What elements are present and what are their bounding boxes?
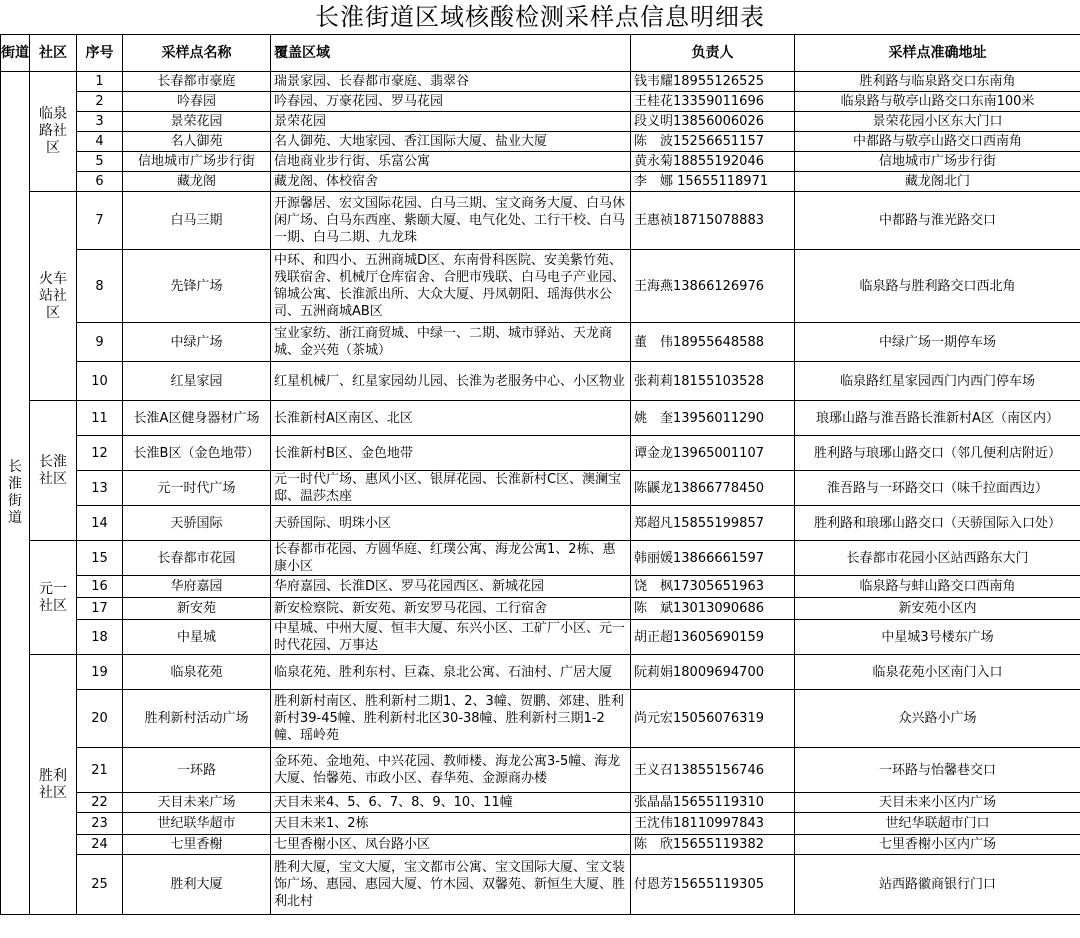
site-name: 新安苑: [123, 598, 271, 620]
responsible-person: 郑超凡15855199857: [631, 506, 795, 541]
table-row: [1, 506, 1080, 541]
row-number: 6: [77, 172, 123, 192]
site-address: 站西路徽商银行门口: [795, 855, 1080, 915]
coverage-area: 长淮新村B区、金色地带: [271, 436, 631, 471]
table-row: [1, 112, 1080, 132]
coverage-area: 华府嘉园、长淮D区、罗马花园西区、新城花园: [271, 576, 631, 598]
coverage-area: 名人御苑、大地家园、香江国际大厦、盐业大厦: [271, 132, 631, 152]
row-number: 23: [77, 813, 123, 835]
site-address: 新安苑小区内: [795, 598, 1080, 620]
coverage-area: 开源馨居、宏文国际花园、白马三期、宝文商务大厦、白马休闲广场、白马东西座、紫颐大厦、电气化处、工行干校、白马一期、白马二期、九龙珠: [271, 192, 631, 250]
responsible-person: 阮莉娟18009694700: [631, 655, 795, 690]
row-number: 9: [77, 323, 123, 362]
community-cell: [30, 192, 77, 401]
responsible-person: 韩丽媛13866661597: [631, 541, 795, 576]
responsible-person: 王沈伟18110997843: [631, 813, 795, 835]
coverage-area: 七里香榭小区、凤台路小区: [271, 835, 631, 855]
table-body: [1, 72, 1080, 915]
row-number: 2: [77, 92, 123, 112]
table-row: [1, 92, 1080, 112]
row-number: 7: [77, 192, 123, 250]
table-row: [1, 152, 1080, 172]
site-name: 七里香榭: [123, 835, 271, 855]
responsible-person: 王海燕13866126976: [631, 250, 795, 323]
site-address: 临泉路红星家园西门内西门停车场: [795, 362, 1080, 401]
site-name: 名人御苑: [123, 132, 271, 152]
street-name: 长淮街道: [8, 459, 22, 526]
row-number: 25: [77, 855, 123, 915]
responsible-person: 黄永菊18855192046: [631, 152, 795, 172]
coverage-area: 藏龙阁、体校宿舍: [271, 172, 631, 192]
site-name: 天骄国际: [123, 506, 271, 541]
site-name: 景荣花园: [123, 112, 271, 132]
header-no: 序号: [77, 35, 123, 72]
table-row: [1, 576, 1080, 598]
site-name: 一环路: [123, 748, 271, 793]
coverage-area: 长春都市花园、方圆华庭、红璞公寓、海龙公寓1、2栋、惠康小区: [271, 541, 631, 576]
site-address: 一环路与怡馨巷交口: [795, 748, 1080, 793]
community-name: 长淮社区: [39, 453, 67, 487]
table-row: [1, 323, 1080, 362]
responsible-person: 张莉莉18155103528: [631, 362, 795, 401]
site-address: 淮吾路与一环路交口（味千拉面西边）: [795, 471, 1080, 506]
site-address: 天目未来小区内广场: [795, 793, 1080, 813]
header-community: 社区: [30, 35, 77, 72]
table-row: [1, 192, 1080, 250]
site-name: 元一时代广场: [123, 471, 271, 506]
site-name: 先锋广场: [123, 250, 271, 323]
site-address: 临泉路与胜利路交口西北角: [795, 250, 1080, 323]
table-row: [1, 620, 1080, 655]
responsible-person: 王惠祯18715078883: [631, 192, 795, 250]
table-row: [1, 855, 1080, 915]
site-address: 琅琊山路与淮吾路长淮新村A区（南区内）: [795, 401, 1080, 436]
responsible-person: 饶 枫17305651963: [631, 576, 795, 598]
coverage-area: 新安检察院、新安苑、新安罗马花园、工行宿舍: [271, 598, 631, 620]
site-address: 众兴路小广场: [795, 690, 1080, 748]
table-row: [1, 598, 1080, 620]
row-number: 21: [77, 748, 123, 793]
site-name: 胜利大厦: [123, 855, 271, 915]
coverage-area: 天骄国际、明珠小区: [271, 506, 631, 541]
site-name: 中绿广场: [123, 323, 271, 362]
row-number: 15: [77, 541, 123, 576]
table-row: [1, 362, 1080, 401]
site-address: 临泉路与蚌山路交口西南角: [795, 576, 1080, 598]
header-person: 负责人: [631, 35, 795, 72]
site-name: 世纪联华超市: [123, 813, 271, 835]
site-name: 长春都市花园: [123, 541, 271, 576]
table-row: [1, 748, 1080, 793]
row-number: 24: [77, 835, 123, 855]
responsible-person: 段义明13856006026: [631, 112, 795, 132]
site-name: 天目未来广场: [123, 793, 271, 813]
table-row: [1, 813, 1080, 835]
sampling-site-table: [0, 34, 1080, 915]
table-row: [1, 541, 1080, 576]
site-name: 长春都市豪庭: [123, 72, 271, 92]
responsible-person: 姚 奎13956011290: [631, 401, 795, 436]
row-number: 4: [77, 132, 123, 152]
responsible-person: 陈 波15256651157: [631, 132, 795, 152]
coverage-area: 信地商业步行街、乐富公寓: [271, 152, 631, 172]
site-name: 藏龙阁: [123, 172, 271, 192]
site-name: 华府嘉园: [123, 576, 271, 598]
community-name: 火车站社区: [39, 270, 67, 321]
responsible-person: 陈 斌13013090686: [631, 598, 795, 620]
site-address: 世纪华联超市门口: [795, 813, 1080, 835]
street-cell: [1, 72, 30, 915]
site-address: 临泉花苑小区南门入口: [795, 655, 1080, 690]
coverage-area: 瑞景家园、长春都市豪庭、翡翠谷: [271, 72, 631, 92]
coverage-area: 胜利大厦，宝文大厦，宝文都市公寓、宝文国际大厦、宝文装饰广场、惠园、惠园大厦、竹木园、双馨苑、新恒生大厦、胜利北村: [271, 855, 631, 915]
table-row: [1, 132, 1080, 152]
site-address: 七里香榭小区内广场: [795, 835, 1080, 855]
header-street: 街道: [1, 35, 30, 72]
community-cell: [30, 401, 77, 541]
table-row: [1, 436, 1080, 471]
responsible-person: 钱韦耀18955126525: [631, 72, 795, 92]
responsible-person: 付恩芳15655119305: [631, 855, 795, 915]
site-name: 吟春园: [123, 92, 271, 112]
community-name: 元一社区: [39, 580, 67, 614]
community-name: 胜利社区: [39, 767, 67, 801]
row-number: 8: [77, 250, 123, 323]
coverage-area: 中星城、中州大厦、恒丰大厦、东兴小区、工矿厂小区、元一时代花园、万事达: [271, 620, 631, 655]
site-name: 红星家园: [123, 362, 271, 401]
site-address: 信地城市广场步行街: [795, 152, 1080, 172]
coverage-area: 元一时代广场、惠风小区、银屏花园、长淮新村C区、澳澜宝邸、温莎杰座: [271, 471, 631, 506]
site-name: 临泉花苑: [123, 655, 271, 690]
site-address: 胜利路和琅琊山路交口（天骄国际入口处）: [795, 506, 1080, 541]
coverage-area: 红星机械厂、红星家园幼儿园、长淮为老服务中心、小区物业: [271, 362, 631, 401]
header-address: 采样点准确地址: [795, 35, 1080, 72]
responsible-person: 谭金龙13965001107: [631, 436, 795, 471]
row-number: 18: [77, 620, 123, 655]
row-number: 3: [77, 112, 123, 132]
header-site: 采样点名称: [123, 35, 271, 72]
coverage-area: 临泉花苑、胜利东村、巨森、泉北公寓、石油村、广居大厦: [271, 655, 631, 690]
site-address: 中都路与敬亭山路交口西南角: [795, 132, 1080, 152]
table-row: [1, 72, 1080, 92]
community-cell: [30, 72, 77, 192]
site-address: 胜利路与琅琊山路交口（邻几便利店附近）: [795, 436, 1080, 471]
coverage-area: 金环苑、金地苑、中兴花园、教师楼、海龙公寓3-5幢、海龙大厦、怡馨苑、市政小区、春华苑、金源商办楼: [271, 748, 631, 793]
site-name: 长淮A区健身器材广场: [123, 401, 271, 436]
responsible-person: 董 伟18955648588: [631, 323, 795, 362]
row-number: 17: [77, 598, 123, 620]
row-number: 12: [77, 436, 123, 471]
row-number: 14: [77, 506, 123, 541]
coverage-area: 天目未来1、2栋: [271, 813, 631, 835]
community-name: 临泉路社区: [39, 106, 67, 156]
coverage-area: 景荣花园: [271, 112, 631, 132]
table-row: [1, 471, 1080, 506]
site-name: 信地城市广场步行街: [123, 152, 271, 172]
row-number: 13: [77, 471, 123, 506]
community-cell: [30, 541, 77, 655]
responsible-person: 尚元宏15056076319: [631, 690, 795, 748]
row-number: 5: [77, 152, 123, 172]
table-row: [1, 172, 1080, 192]
site-name: 胜利新村活动广场: [123, 690, 271, 748]
coverage-area: 长淮新村A区南区、北区: [271, 401, 631, 436]
row-number: 19: [77, 655, 123, 690]
coverage-area: 天目未来4、5、6、7、8、9、10、11幢: [271, 793, 631, 813]
table-row: [1, 835, 1080, 855]
row-number: 16: [77, 576, 123, 598]
row-number: 10: [77, 362, 123, 401]
coverage-area: 中环、和四小、五洲商城D区、东南骨科医院、安美紫竹苑、残联宿舍、机械厅仓库宿舍、合肥市残联、白马电子产业园、锦城公寓、长淮派出所、大众大厦、丹凤朝阳、瑶海供水公司、五洲商城AB区: [271, 250, 631, 323]
site-address: 临泉路与敬亭山路交口东南100米: [795, 92, 1080, 112]
site-address: 景荣花园小区东大门口: [795, 112, 1080, 132]
responsible-person: 王桂花13359011696: [631, 92, 795, 112]
header-row: [1, 35, 1080, 72]
site-address: 中都路与淮光路交口: [795, 192, 1080, 250]
table-row: [1, 401, 1080, 436]
site-address: 中绿广场一期停车场: [795, 323, 1080, 362]
site-address: 胜利路与临泉路交口东南角: [795, 72, 1080, 92]
page-title: 长淮街道区域核酸检测采样点信息明细表: [315, 3, 765, 31]
site-name: 白马三期: [123, 192, 271, 250]
site-address: 中星城3号楼东广场: [795, 620, 1080, 655]
community-cell: [30, 655, 77, 915]
header-coverage: 覆盖区域: [271, 35, 631, 72]
responsible-person: 王义召13855156746: [631, 748, 795, 793]
responsible-person: 李 娜 15655118971: [631, 172, 795, 192]
responsible-person: 张晶晶15655119310: [631, 793, 795, 813]
table-row: [1, 250, 1080, 323]
responsible-person: 陈 欣15655119382: [631, 835, 795, 855]
responsible-person: 陈鼷龙13866778450: [631, 471, 795, 506]
row-number: 1: [77, 72, 123, 92]
coverage-area: 胜利新村南区、胜利新村二期1、2、3幢、贺鹏、郊建、胜利新村39-45幢、胜利新村北区30-38幢、胜利新村三期1-2幢、瑶岭苑: [271, 690, 631, 748]
table-row: [1, 655, 1080, 690]
table-row: [1, 793, 1080, 813]
coverage-area: 宝业家纺、浙江商贸城、中绿一、二期、城市驿站、天龙商城、金兴苑（茶城）: [271, 323, 631, 362]
site-address: 长春都市花园小区站西路东大门: [795, 541, 1080, 576]
responsible-person: 胡正超13605690159: [631, 620, 795, 655]
table-row: [1, 690, 1080, 748]
row-number: 20: [77, 690, 123, 748]
row-number: 11: [77, 401, 123, 436]
coverage-area: 吟春园、万豪花园、罗马花园: [271, 92, 631, 112]
site-name: 长淮B区（金色地带）: [123, 436, 271, 471]
row-number: 22: [77, 793, 123, 813]
site-address: 藏龙阁北门: [795, 172, 1080, 192]
site-name: 中星城: [123, 620, 271, 655]
